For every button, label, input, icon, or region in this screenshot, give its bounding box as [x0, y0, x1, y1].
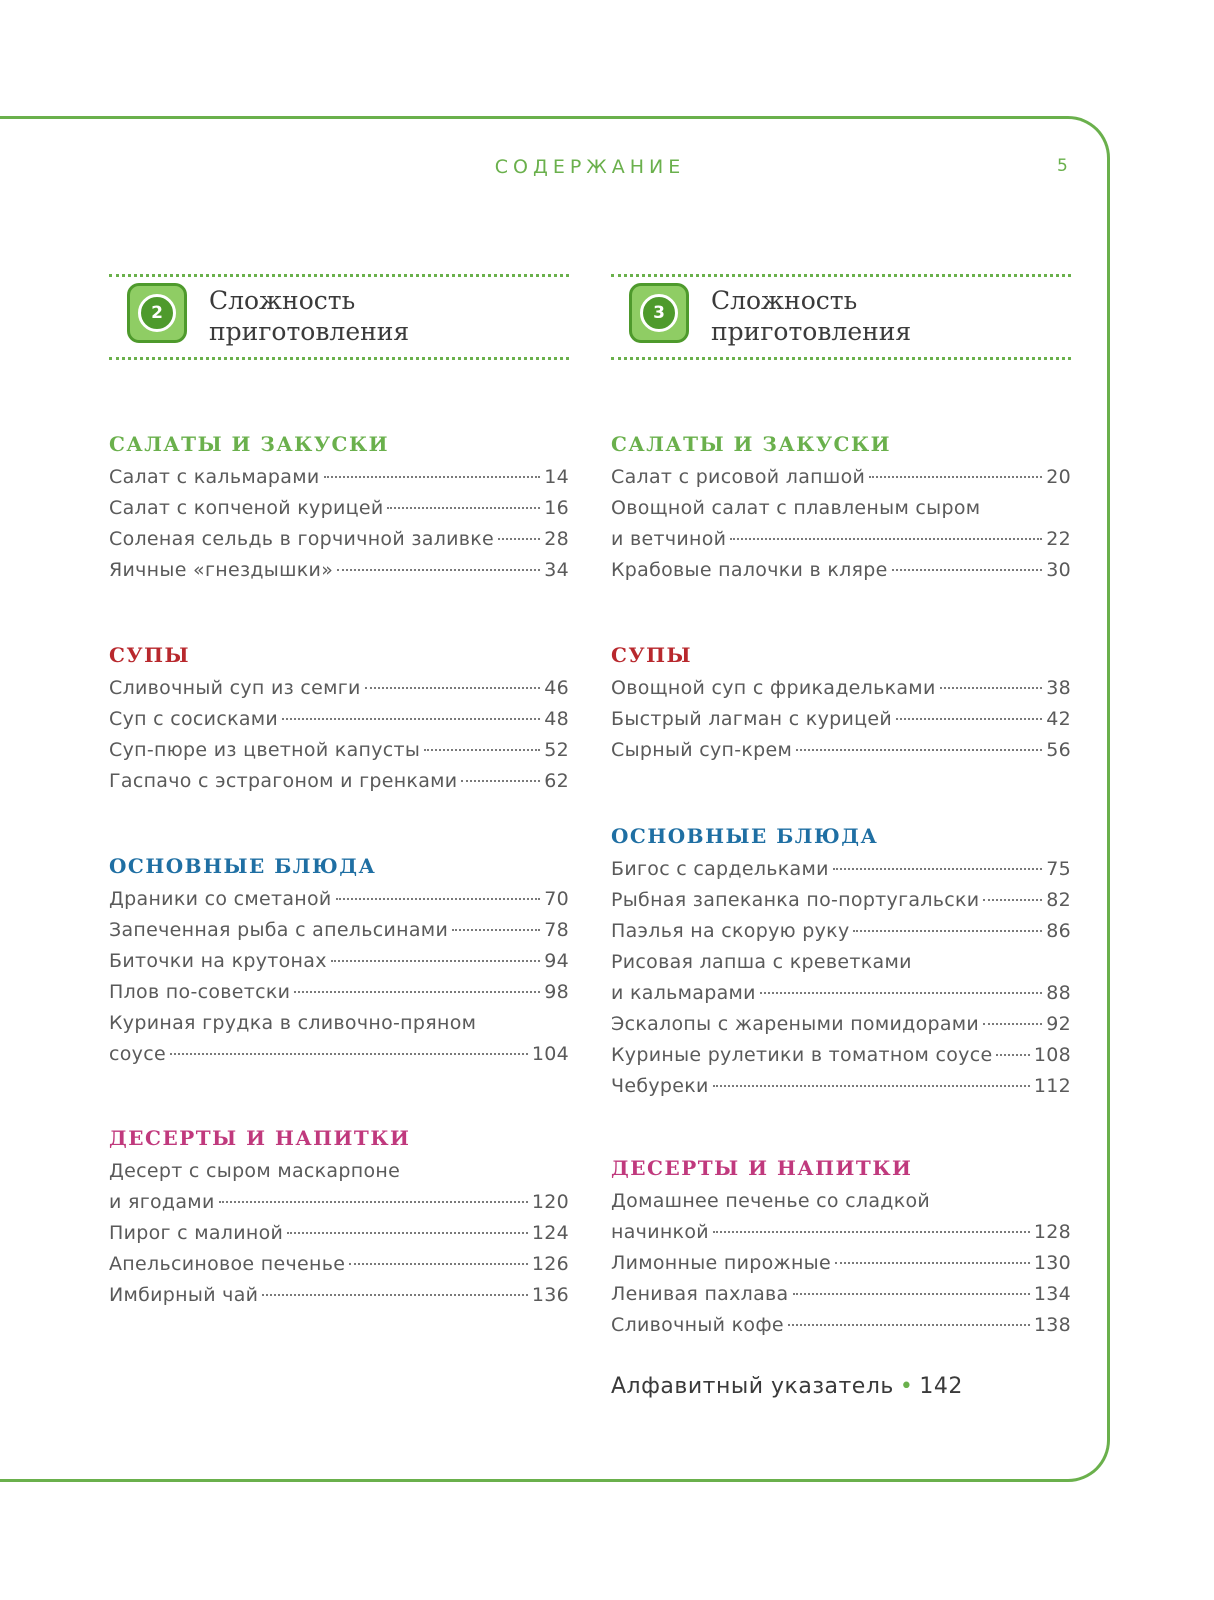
- entry-page: 86: [1046, 920, 1071, 942]
- dot-leader: [983, 899, 1042, 901]
- entry-title: Паэлья на скорую руку: [611, 920, 850, 942]
- entry-title: Суп с сосисками: [109, 708, 279, 730]
- entry-title: Ленивая пахлава: [611, 1283, 789, 1305]
- toc-entry[interactable]: [611, 1217, 1071, 1248]
- toc-entry[interactable]: [109, 704, 569, 735]
- difficulty-header: [109, 274, 569, 360]
- entry-title: Куриные рулетики в томатном соусе: [611, 1044, 993, 1066]
- entry-title: Быстрый лагман с курицей: [611, 708, 892, 730]
- entry-title: Лимонные пирожные: [611, 1252, 831, 1274]
- dot-leader: [324, 476, 541, 478]
- toc-entry[interactable]: [109, 1187, 569, 1218]
- toc-section: [109, 852, 569, 1070]
- entry-page: 120: [531, 1191, 569, 1213]
- dot-leader: [219, 1201, 528, 1203]
- entry-page: 70: [544, 888, 569, 910]
- page-number: 5: [1057, 156, 1068, 176]
- section-title: ОСНОВНЫЕ БЛЮДА: [109, 854, 377, 878]
- dot-leader: [730, 538, 1042, 540]
- toc-section: [611, 641, 1071, 766]
- toc-entry[interactable]: [611, 462, 1071, 493]
- dot-leader: [262, 1294, 528, 1296]
- dot-leader: [336, 898, 541, 900]
- entry-title: начинкой: [611, 1221, 709, 1243]
- entry-title: Биточки на крутонах: [109, 950, 327, 972]
- dot-leader: [869, 476, 1042, 478]
- entry-page: 98: [544, 981, 569, 1003]
- entry-title: Салат с копченой курицей: [109, 497, 384, 519]
- entry-title: и кальмарами: [611, 982, 756, 1004]
- dot-leader: [713, 1085, 1030, 1087]
- toc-entry[interactable]: [611, 1279, 1071, 1310]
- toc-entry[interactable]: [109, 884, 569, 915]
- toc-entry-line[interactable]: Десерт с сыром маскарпоне: [109, 1160, 401, 1182]
- entry-page: 20: [1046, 466, 1071, 488]
- toc-entry[interactable]: [109, 915, 569, 946]
- difficulty-badge-icon: [127, 283, 187, 343]
- entry-title: Рыбная запеканка по-португальски: [611, 889, 980, 911]
- entry-page: 108: [1033, 1044, 1071, 1066]
- entry-title: Апельсиновое печенье: [109, 1253, 346, 1275]
- dot-leader: [424, 749, 540, 751]
- toc-entry[interactable]: [109, 1218, 569, 1249]
- toc-entry[interactable]: [611, 885, 1071, 916]
- entry-page: 14: [544, 466, 569, 488]
- entry-page: 16: [544, 497, 569, 519]
- toc-entry-line[interactable]: Домашнее печенье со сладкой: [611, 1190, 931, 1212]
- entry-page: 28: [544, 528, 569, 550]
- toc-entry[interactable]: [611, 1248, 1071, 1279]
- entry-page: 38: [1046, 677, 1071, 699]
- entry-title: Имбирный чай: [109, 1284, 259, 1306]
- entry-title: Салат с кальмарами: [109, 466, 320, 488]
- dot-leader: [349, 1263, 528, 1265]
- entry-page: 75: [1046, 858, 1071, 880]
- toc-entry[interactable]: [611, 978, 1071, 1009]
- entry-page: 128: [1033, 1221, 1071, 1243]
- entry-title: и ягодами: [109, 1191, 215, 1213]
- entry-title: Соленая сельдь в горчичной заливке: [109, 528, 495, 550]
- toc-entry[interactable]: [109, 1039, 569, 1070]
- alphabetical-index-link[interactable]: [611, 1374, 963, 1399]
- dot-leader: [287, 1232, 528, 1234]
- entry-page: 22: [1046, 528, 1071, 550]
- toc-entry[interactable]: [109, 977, 569, 1008]
- dot-leader: [796, 749, 1042, 751]
- section-title: ОСНОВНЫЕ БЛЮДА: [611, 824, 879, 848]
- toc-entry[interactable]: [611, 555, 1071, 586]
- left-column: [109, 274, 569, 1306]
- difficulty-label: Сложность приготовления: [209, 286, 410, 346]
- dot-leader: [996, 1054, 1029, 1056]
- entry-page: 138: [1033, 1314, 1071, 1336]
- dot-leader: [170, 1053, 528, 1055]
- entry-title: Запеченная рыба с апельсинами: [109, 919, 449, 941]
- toc-entry-line[interactable]: Овощной салат с плавленым сыром: [611, 497, 981, 519]
- entry-title: и ветчиной: [611, 528, 727, 550]
- toc-entry[interactable]: [611, 673, 1071, 704]
- dot-leader: [337, 569, 540, 571]
- entry-page: 46: [544, 677, 569, 699]
- section-title: ДЕСЕРТЫ И НАПИТКИ: [109, 1126, 411, 1150]
- toc-entry[interactable]: [109, 766, 569, 797]
- section-title: СУПЫ: [109, 643, 191, 667]
- dot-leader: [983, 1023, 1042, 1025]
- section-title: САЛАТЫ И ЗАКУСКИ: [109, 432, 390, 456]
- entry-page: 124: [531, 1222, 569, 1244]
- entry-page: 34: [544, 559, 569, 581]
- difficulty-label: Сложность приготовления: [711, 286, 912, 346]
- dot-leader: [282, 718, 540, 720]
- entry-page: 62: [544, 770, 569, 792]
- toc-entry[interactable]: [611, 854, 1071, 885]
- entry-page: 52: [544, 739, 569, 761]
- toc-entry[interactable]: [611, 1040, 1071, 1071]
- section-title: ДЕСЕРТЫ И НАПИТКИ: [611, 1156, 913, 1180]
- entry-page: 56: [1046, 739, 1071, 761]
- toc-entry-line[interactable]: Рисовая лапша с креветками: [611, 951, 912, 973]
- entry-page: 104: [531, 1043, 569, 1065]
- toc-entry[interactable]: [611, 735, 1071, 766]
- entry-page: 78: [544, 919, 569, 941]
- entry-page: 92: [1046, 1013, 1071, 1035]
- toc-section: [611, 430, 1071, 586]
- dot-leader: [835, 1262, 1030, 1264]
- bullet-icon: •: [899, 1374, 914, 1399]
- toc-entry[interactable]: [611, 1071, 1071, 1102]
- difficulty-number: 2: [138, 294, 176, 332]
- entry-page: 134: [1033, 1283, 1071, 1305]
- entry-title: соусе: [109, 1043, 166, 1065]
- dot-leader: [452, 929, 540, 931]
- dot-leader: [788, 1324, 1030, 1326]
- entry-title: Плов по-советски: [109, 981, 291, 1003]
- dot-leader: [793, 1293, 1030, 1295]
- entry-page: 136: [531, 1284, 569, 1306]
- dot-leader: [498, 538, 540, 540]
- entry-title: Гаспачо с эстрагоном и гренками: [109, 770, 458, 792]
- toc-section: [611, 822, 1071, 1102]
- entry-page: 112: [1033, 1075, 1071, 1097]
- difficulty-badge-icon: [629, 283, 689, 343]
- entry-title: Яичные «гнездышки»: [109, 559, 334, 581]
- toc-entry[interactable]: [109, 555, 569, 586]
- entry-page: 94: [544, 950, 569, 972]
- toc-entry[interactable]: [109, 735, 569, 766]
- entry-page: 88: [1046, 982, 1071, 1004]
- entry-title: Бигос с сардельками: [611, 858, 829, 880]
- toc-entry[interactable]: [109, 462, 569, 493]
- entry-page: 30: [1046, 559, 1071, 581]
- toc-entry[interactable]: [611, 1009, 1071, 1040]
- dot-leader: [365, 687, 541, 689]
- entry-title: Сливочный суп из семги: [109, 677, 361, 699]
- entry-title: Чебуреки: [611, 1075, 709, 1097]
- toc-section: [109, 641, 569, 797]
- dot-leader: [760, 992, 1042, 994]
- difficulty-number: 3: [640, 294, 678, 332]
- entry-title: Суп-пюре из цветной капусты: [109, 739, 421, 761]
- entry-title: Драники со сметаной: [109, 888, 332, 910]
- toc-section: [611, 1154, 1071, 1341]
- toc-entry[interactable]: [109, 493, 569, 524]
- entry-page: 82: [1046, 889, 1071, 911]
- toc-entry[interactable]: [109, 673, 569, 704]
- toc-entry[interactable]: [109, 946, 569, 977]
- index-page: 142: [919, 1374, 963, 1399]
- toc-entry[interactable]: [109, 524, 569, 555]
- entry-title: Крабовые палочки в кляре: [611, 559, 888, 581]
- entry-title: Салат с рисовой лапшой: [611, 466, 866, 488]
- dot-leader: [940, 687, 1043, 689]
- dot-leader: [387, 507, 540, 509]
- page-title: СОДЕРЖАНИЕ: [494, 156, 686, 178]
- entry-page: 48: [544, 708, 569, 730]
- entry-title: Овощной суп с фрикадельками: [611, 677, 936, 699]
- toc-entry[interactable]: [611, 916, 1071, 947]
- section-title: САЛАТЫ И ЗАКУСКИ: [611, 432, 892, 456]
- dot-leader: [294, 991, 540, 993]
- toc-entry[interactable]: [611, 704, 1071, 735]
- difficulty-header: [611, 274, 1071, 360]
- index-label: Алфавитный указатель: [611, 1374, 894, 1399]
- dot-leader: [331, 960, 540, 962]
- toc-section: [109, 430, 569, 586]
- entry-title: Пирог с малиной: [109, 1222, 284, 1244]
- right-column: [611, 274, 1071, 1336]
- dot-leader: [461, 780, 540, 782]
- toc-entry[interactable]: [611, 1310, 1071, 1341]
- entry-title: Эскалопы с жареными помидорами: [611, 1013, 980, 1035]
- toc-entry-line[interactable]: Куриная грудка в сливочно-пряном: [109, 1012, 477, 1034]
- entry-title: Сырный суп-крем: [611, 739, 793, 761]
- dot-leader: [853, 930, 1042, 932]
- dot-leader: [713, 1231, 1030, 1233]
- toc-entry[interactable]: [611, 524, 1071, 555]
- dot-leader: [892, 569, 1043, 571]
- entry-title: Сливочный кофе: [611, 1314, 784, 1336]
- dot-leader: [833, 868, 1042, 870]
- toc-entry[interactable]: [109, 1280, 569, 1311]
- entry-page: 42: [1046, 708, 1071, 730]
- toc-entry[interactable]: [109, 1249, 569, 1280]
- toc-section: [109, 1124, 569, 1311]
- dot-leader: [896, 718, 1042, 720]
- entry-page: 126: [531, 1253, 569, 1275]
- entry-page: 130: [1033, 1252, 1071, 1274]
- section-title: СУПЫ: [611, 643, 693, 667]
